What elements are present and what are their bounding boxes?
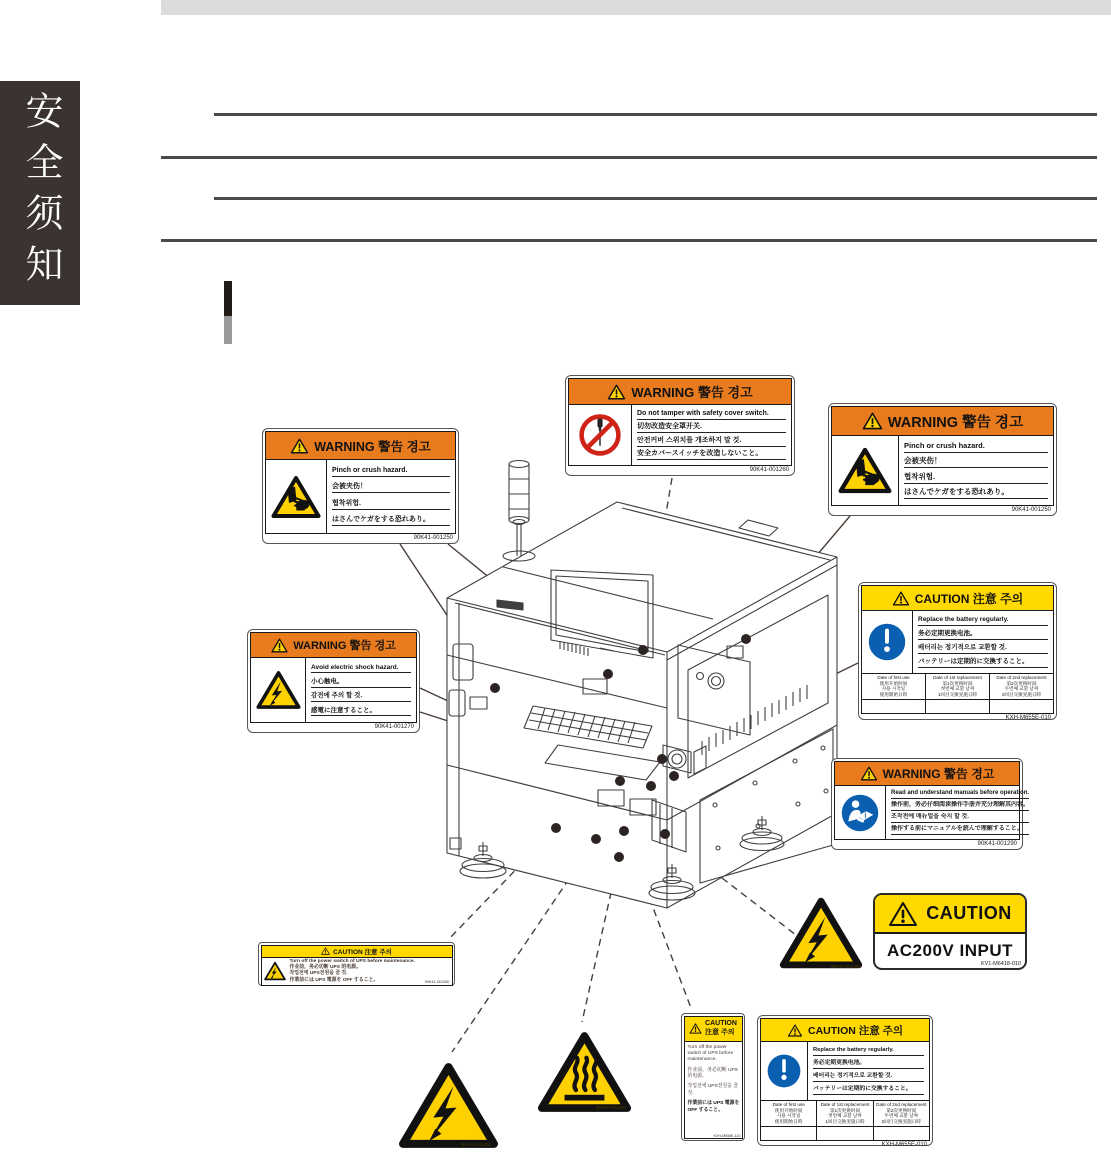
label-row-jp: はさんでケガをする恐れあり。 bbox=[332, 515, 450, 526]
mandatory-exclamation-icon bbox=[862, 611, 913, 673]
label-row-cn: 作业前，务必切断 UPS 的电源。 bbox=[687, 1067, 739, 1079]
label-text bbox=[327, 460, 455, 533]
battery-date-blank bbox=[990, 700, 1053, 713]
label-electric-left bbox=[247, 629, 420, 733]
label-body bbox=[265, 460, 456, 534]
label-text bbox=[913, 611, 1053, 673]
label-part-number: 90K41-001250 bbox=[413, 535, 453, 541]
label-row-cn: 小心触电。 bbox=[311, 677, 411, 687]
battery-date-col-header bbox=[817, 1101, 872, 1127]
label-header bbox=[831, 406, 1054, 436]
label-body bbox=[261, 958, 453, 987]
label-header bbox=[250, 632, 417, 658]
battery-date-col-first-use bbox=[862, 674, 926, 713]
label-text bbox=[808, 1042, 929, 1100]
caution-triangle-icon bbox=[892, 591, 910, 606]
label-body bbox=[250, 658, 417, 723]
label-row-cn: 会被夹伤！ bbox=[332, 482, 450, 493]
ac200v-value: AC200V INPUT bbox=[887, 941, 1013, 960]
label-header bbox=[760, 1018, 930, 1042]
label-text bbox=[886, 786, 1034, 839]
label-row-kr: 작업전에 UPS전원을 끌 것. bbox=[289, 971, 348, 977]
label-pinch-left bbox=[262, 428, 459, 544]
label-body bbox=[684, 1042, 743, 1139]
table-line: 첫번째 교환 날짜 bbox=[940, 686, 975, 692]
label-body bbox=[861, 611, 1054, 674]
prohibition-screwdriver-icon bbox=[569, 405, 632, 465]
label-header-text: WARNING 警告 경고 bbox=[293, 640, 396, 652]
electric-hazard-triangle-bottom bbox=[398, 1058, 499, 1153]
label-header-text: WARNING 警告 경고 bbox=[882, 767, 995, 781]
label-part-number: KXH-M655E-110 bbox=[713, 1133, 741, 1138]
label-row-jp: 作業前には UPS 電源を OFF すること。 bbox=[289, 977, 379, 983]
label-body bbox=[568, 405, 792, 466]
label-row-kr: 배터리는 정기적으로 교환할 것. bbox=[813, 1072, 924, 1082]
label-part-number: 90K41-001260 bbox=[749, 467, 789, 473]
table-line: 使用开始时间 bbox=[774, 1107, 803, 1113]
label-row-en: Pinch or crush hazard. bbox=[904, 441, 1048, 453]
label-row-kr: 배터리는 정기적으로 교환할 것. bbox=[918, 643, 1048, 653]
pinch-hazard-icon bbox=[832, 436, 899, 505]
label-part-number: 90K41-001270 bbox=[374, 724, 414, 730]
label-part-number: 90K41-001450 bbox=[460, 1142, 491, 1147]
hot-surface-triangle bbox=[537, 1028, 632, 1116]
caution-triangle-icon bbox=[689, 1023, 702, 1034]
battery-date-col-2nd bbox=[990, 674, 1053, 713]
machine-body bbox=[447, 461, 837, 909]
label-row-en: Read and understand manuals before operation. bbox=[891, 789, 1029, 799]
read-manual-icon bbox=[835, 786, 886, 839]
mandatory-exclamation-icon bbox=[761, 1042, 808, 1100]
label-row-kr: 안전커버 스위치를 개조하지 말 것. bbox=[637, 436, 786, 447]
label-row-cn: 务必定期更换电池。 bbox=[918, 629, 1048, 639]
label-header bbox=[861, 585, 1054, 611]
table-line: 1回目交換実施日時 bbox=[825, 1119, 865, 1125]
warning-triangle-icon bbox=[290, 438, 309, 454]
table-line: 使用開始日時 bbox=[774, 1119, 803, 1125]
battery-date-col-header bbox=[926, 674, 989, 700]
label-row-en: Pinch or crush hazard. bbox=[332, 466, 450, 477]
electric-shock-icon bbox=[262, 958, 288, 986]
label-row-en: Replace the battery regularly. bbox=[813, 1046, 924, 1056]
ac200v-header bbox=[875, 895, 1025, 934]
label-body bbox=[760, 1042, 930, 1101]
label-header-text: WARNING 警告 경고 bbox=[314, 439, 431, 454]
caution-cjk: 注意 주의 bbox=[705, 1028, 735, 1036]
warning-triangle-icon bbox=[860, 766, 878, 781]
label-pinch-right bbox=[828, 403, 1057, 516]
label-header-text: CAUTION 注意 주의 bbox=[808, 1024, 903, 1037]
battery-date-blank bbox=[874, 1127, 929, 1140]
label-header bbox=[834, 761, 1020, 786]
label-header bbox=[261, 945, 453, 958]
table-line: Date of first use bbox=[772, 1102, 805, 1107]
table-line: 2回目交換実施日時 bbox=[881, 1119, 921, 1125]
label-row-jp: 安全カバースイッチを改造しないこと。 bbox=[637, 449, 786, 460]
label-header bbox=[265, 431, 456, 460]
label-row-kr: 감전에 주의 할 것. bbox=[311, 691, 411, 701]
label-battery-right bbox=[858, 582, 1057, 720]
label-row-cn: 切勿改造安全罩开关. bbox=[637, 422, 786, 433]
label-row-en: Turn off the power switch of UPS before maintenance. bbox=[687, 1044, 734, 1063]
electric-shock-icon bbox=[779, 893, 863, 973]
battery-date-col-header bbox=[761, 1101, 816, 1127]
label-header-text: CAUTION 注意 주의 bbox=[914, 591, 1024, 606]
battery-date-col-header bbox=[862, 674, 925, 700]
chapter-tab-label: 安全须知 bbox=[19, 91, 61, 295]
table-line: 使用開始日時 bbox=[879, 692, 908, 698]
label-body bbox=[831, 436, 1054, 506]
warning-triangle-icon bbox=[271, 638, 288, 653]
table-line: 第1次更换时间 bbox=[942, 680, 973, 686]
label-row-jp: 操作する前にマニュアルを読んで理解すること。 bbox=[891, 825, 1029, 835]
label-part-number: 90K41-001290 bbox=[977, 841, 1017, 847]
table-line: Date of 2nd replacement bbox=[876, 1102, 927, 1107]
table-line: 첫번째 교환 날짜 bbox=[828, 1113, 862, 1119]
label-ups-vertical bbox=[681, 1013, 745, 1141]
caution-triangle-icon bbox=[888, 901, 918, 927]
table-line: 第2次更换时间 bbox=[886, 1107, 917, 1113]
battery-date-blank bbox=[817, 1127, 872, 1140]
label-part-number: KXH-M655E-010 bbox=[1005, 714, 1051, 721]
table-line: 사용 시작일 bbox=[776, 1113, 801, 1119]
label-text bbox=[899, 436, 1053, 505]
battery-date-col-header bbox=[874, 1101, 929, 1127]
label-row-kr: 협착위험. bbox=[904, 472, 1048, 484]
label-part-number: 90K41-001250 bbox=[1011, 507, 1051, 513]
electric-shock-icon bbox=[398, 1058, 499, 1153]
label-tamper-switch bbox=[565, 375, 795, 476]
battery-date-table bbox=[861, 674, 1054, 714]
table-line: 第2次更换时间 bbox=[1006, 680, 1037, 686]
label-row-jp: はさんでケガをする恐れあり。 bbox=[904, 487, 1048, 499]
label-part-number: KXH-M655E-010 bbox=[881, 1141, 927, 1148]
label-row-en: Turn off the power switch of UPS before maintenance. bbox=[289, 958, 415, 964]
table-line: 두번째 교환 날짜 bbox=[1004, 686, 1039, 692]
label-row-jp: バッテリーは定期的に交換すること。 bbox=[918, 657, 1048, 667]
label-part-number: 90K41-001280 bbox=[424, 980, 450, 984]
label-row-cn: 操作前，务必仔细阅读操作手册并充分理解其内容。 bbox=[891, 801, 1029, 811]
label-read-manuals bbox=[831, 758, 1030, 850]
label-row-jp: バッテリーは定期的に交換すること。 bbox=[813, 1085, 924, 1095]
label-ups-horizontal bbox=[258, 942, 455, 986]
label-header-text bbox=[705, 1020, 737, 1037]
battery-date-col-1st bbox=[926, 674, 990, 713]
label-row-jp: 感電に注意すること。 bbox=[311, 706, 411, 716]
label-row-kr: 협착위험. bbox=[332, 499, 450, 510]
table-line: 두번째 교환 날짜 bbox=[884, 1113, 919, 1119]
label-body bbox=[834, 786, 1030, 840]
table-line: 사용 시작일 bbox=[881, 686, 906, 692]
label-row-jp: 作業前には UPS 電源を OFF すること。 bbox=[687, 1101, 740, 1113]
battery-date-col-2nd bbox=[874, 1101, 929, 1140]
battery-date-blank bbox=[862, 700, 925, 713]
label-row-cn: 作业前，务必切断 UPS 的电源。 bbox=[289, 964, 361, 970]
caution-triangle-icon bbox=[321, 947, 330, 955]
table-line: 使用开始时间 bbox=[879, 680, 908, 686]
caution-triangle-icon bbox=[787, 1024, 803, 1037]
electric-shock-icon bbox=[251, 658, 306, 722]
table-line: 1回目交換実施日時 bbox=[937, 692, 978, 698]
label-header-text: WARNING 警告 경고 bbox=[887, 414, 1024, 431]
label-header-text: WARNING 警告 경고 bbox=[631, 385, 753, 400]
label-row-cn: 务必定期更换电池。 bbox=[813, 1059, 924, 1069]
pinch-hazard-icon bbox=[266, 460, 327, 533]
electric-hazard-triangle-right bbox=[779, 893, 863, 973]
label-text bbox=[632, 405, 791, 465]
label-row-kr: 조작전에 매뉴얼을 숙지 할 것. bbox=[891, 813, 1029, 823]
label-battery-bottom bbox=[757, 1015, 933, 1146]
table-line: 第1次更换时间 bbox=[829, 1107, 861, 1113]
warning-triangle-icon bbox=[862, 412, 883, 430]
hot-surface-icon bbox=[537, 1028, 632, 1116]
table-line: Date of 1st replacement bbox=[820, 1102, 870, 1107]
warning-triangle-icon bbox=[607, 384, 626, 400]
table-line: Date of 2nd replacement bbox=[996, 675, 1047, 680]
label-part-number: 90K41-001450 bbox=[830, 964, 861, 969]
label-ac200v-input bbox=[873, 893, 1027, 970]
label-row-cn: 会被夹伤！ bbox=[904, 456, 1048, 468]
ac200v-caution-text: CAUTION bbox=[926, 903, 1012, 923]
battery-date-col-first-use bbox=[761, 1101, 817, 1140]
battery-date-col-header bbox=[990, 674, 1053, 700]
label-header-text: CAUTION 注意 주의 bbox=[333, 948, 392, 956]
table-line: 2回目交換実施日時 bbox=[1001, 692, 1042, 698]
battery-date-col-1st bbox=[817, 1101, 873, 1140]
label-row-en: Avoid electric shock hazard. bbox=[311, 663, 411, 673]
battery-date-table bbox=[760, 1101, 930, 1141]
label-row-kr: 작업전에 UPS전원을 끌 것. bbox=[687, 1084, 739, 1096]
label-part-number: KV1-M6418-010 bbox=[980, 961, 1021, 967]
label-row-en: Replace the battery regularly. bbox=[918, 615, 1048, 625]
table-line: Date of 1st replacement bbox=[933, 675, 982, 680]
label-header bbox=[684, 1016, 743, 1042]
label-header bbox=[568, 378, 792, 405]
table-line: Date of first use bbox=[877, 675, 910, 680]
battery-date-blank bbox=[926, 700, 989, 713]
label-part-number: 90K41-001660 bbox=[595, 1105, 626, 1110]
label-row-en: Do not tamper with safety cover switch. bbox=[637, 409, 786, 420]
label-text bbox=[306, 658, 416, 722]
battery-date-blank bbox=[761, 1127, 816, 1140]
caution-en: CAUTION bbox=[705, 1020, 737, 1028]
